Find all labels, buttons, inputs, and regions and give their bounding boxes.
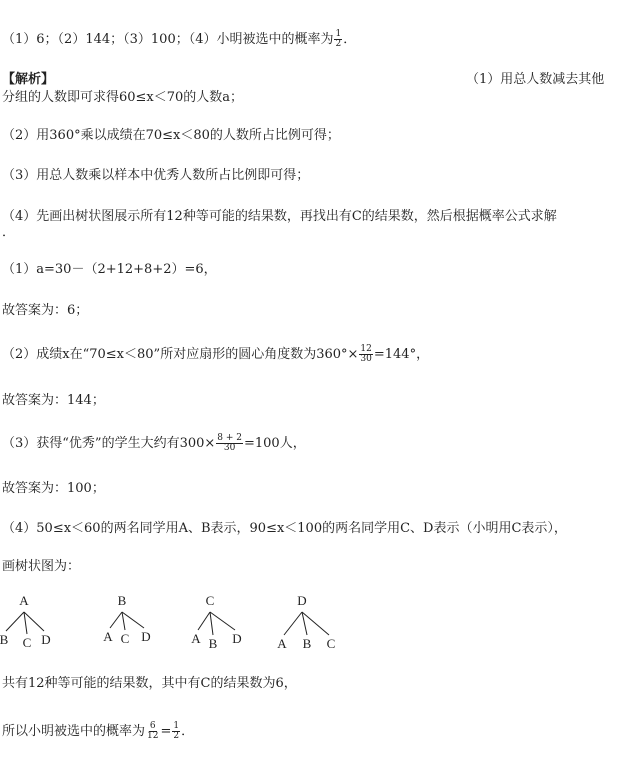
tree-leaf-node: B xyxy=(208,636,218,651)
tree-root-node: B xyxy=(117,593,127,608)
tree-branch xyxy=(122,612,125,630)
answer-summary-text: （1）6；（2）144；（3）100；（4）小明被选中的概率为 xyxy=(2,32,334,47)
tree-branch xyxy=(122,612,144,628)
fraction-numerator: 12 xyxy=(360,344,372,354)
solution-final-text: 所以小明被选中的概率为 xyxy=(2,724,146,739)
solution-total-outcomes: 共有12种等可能的结果数，其中有C的结果数为6， xyxy=(2,676,297,691)
tree-branch xyxy=(24,612,44,631)
final-end: ． xyxy=(181,724,195,739)
analysis-part2: （2）用360°乘以成绩在70≤x＜80的人数所占比例可得； xyxy=(2,128,340,143)
solution-step3-fraction xyxy=(216,434,243,453)
tree-leaf-node: A xyxy=(191,631,201,646)
tree-b xyxy=(103,593,150,646)
tree-diagram-svg xyxy=(0,590,630,656)
solution-step3-text: （3）获得“优秀”的学生大约有300× xyxy=(2,436,216,451)
tree-branch xyxy=(6,612,24,631)
solution-step2-fraction xyxy=(359,345,372,364)
fraction-denominator: 30 xyxy=(360,354,372,364)
analysis-part4-end: ． xyxy=(2,225,16,240)
tree-d xyxy=(277,593,335,651)
analysis-part1-cont: 分组的人数即可求得60≤x＜70的人数a； xyxy=(2,90,244,105)
final-fraction-2 xyxy=(172,722,180,741)
answer-summary-end: ． xyxy=(343,32,357,47)
final-equals: = xyxy=(160,724,172,739)
solution-step3 xyxy=(2,434,306,453)
analysis-part4: （4）先画出树状图展示所有12种等可能的结果数，再找出有C的结果数，然后根据概率公式求解 xyxy=(2,209,557,224)
tree-branch xyxy=(110,612,122,628)
solution-final-probability xyxy=(2,722,194,741)
tree-branch xyxy=(284,612,302,635)
tree-leaf-node: D xyxy=(232,631,242,646)
tree-branch xyxy=(198,612,210,630)
tree-leaf-node: A xyxy=(103,629,113,644)
tree-leaf-node: B xyxy=(302,636,312,651)
tree-a xyxy=(0,593,51,650)
answer-summary-fraction xyxy=(334,30,342,49)
solution-step2-text: （2）成绩x在“70≤x＜80”所对应扇形的圆心角度数为360°× xyxy=(2,347,359,362)
solution-step2 xyxy=(2,345,429,364)
fraction-denominator: 12 xyxy=(147,731,159,741)
solution-answer2: 故答案为：144； xyxy=(2,393,105,408)
fraction-denominator: 30 xyxy=(223,443,236,453)
tree-c xyxy=(191,593,241,651)
tree-diagram xyxy=(0,590,630,656)
analysis-part3: （3）用总人数乘以样本中优秀人数所占比例即可得； xyxy=(2,168,310,183)
fraction-denominator: 2 xyxy=(335,39,342,49)
final-fraction-1 xyxy=(146,722,159,741)
tree-leaf-node: A xyxy=(277,636,287,651)
fraction-numerator: 8 + 2 xyxy=(217,433,242,443)
fraction-numerator: 1 xyxy=(173,721,180,731)
fraction-numerator: 1 xyxy=(335,29,342,39)
analysis-label: 【解析】 xyxy=(2,72,55,87)
tree-root-node: A xyxy=(19,593,29,608)
tree-diagram-intro: 画树状图为： xyxy=(2,559,81,574)
tree-leaf-node: C xyxy=(22,635,32,650)
answer-summary-line xyxy=(2,30,356,49)
solution-answer3: 故答案为：100； xyxy=(2,481,105,496)
solution-step3-result: =100人， xyxy=(244,436,306,451)
tree-leaf-node: B xyxy=(0,632,9,647)
tree-leaf-node: D xyxy=(141,629,151,644)
tree-branch xyxy=(24,612,27,634)
solution-step1: （1）a=30－（2+12+8+2）=6， xyxy=(2,262,217,277)
fraction-numerator: 6 xyxy=(149,721,156,731)
fraction-denominator: 2 xyxy=(173,731,180,741)
solution-step2-result: =144°， xyxy=(373,347,430,362)
tree-leaf-node: D xyxy=(41,632,51,647)
tree-leaf-node: C xyxy=(120,631,130,646)
tree-branch xyxy=(210,612,235,630)
analysis-part1-start: （1）用总人数减去其他 xyxy=(466,72,605,87)
tree-leaf-node: C xyxy=(326,636,336,651)
tree-root-node: D xyxy=(297,593,307,608)
solution-step4: （4）50≤x＜60的两名同学用A、B表示，90≤x＜100的两名同学用C、D表示（小明用C表示）， xyxy=(2,521,567,536)
tree-branch xyxy=(210,612,213,635)
tree-root-node: C xyxy=(205,593,215,608)
solution-answer1: 故答案为：6； xyxy=(2,303,89,318)
